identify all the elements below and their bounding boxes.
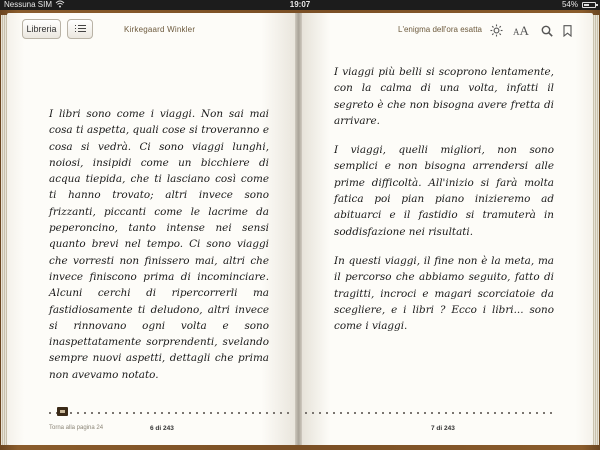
page-scrubber-thumb[interactable]: [57, 407, 68, 416]
battery-icon: [582, 2, 596, 8]
table-of-contents-button[interactable]: [67, 19, 93, 39]
left-page-number: 6 di 243: [150, 425, 174, 432]
book-author: Kirkegaard Winkler: [124, 25, 196, 34]
library-button[interactable]: Libreria: [22, 19, 61, 39]
status-bar: [0, 0, 600, 10]
battery-fill: [584, 4, 589, 6]
clock: 19:07: [289, 0, 311, 9]
battery-percentage: 54%: [561, 0, 578, 9]
left-page-text: [49, 106, 269, 396]
book-spine: [295, 13, 302, 445]
page-scrubber-left[interactable]: [49, 412, 291, 414]
paragraph: I viaggi più belli si scoprono lentamente, con la calma di una volta, infatti il segreto è che non bisogna avere fretta di arrivare.: [334, 66, 554, 127]
right-page-text: [334, 64, 554, 347]
search-icon[interactable]: [541, 24, 553, 36]
page-scrubber-right[interactable]: [305, 412, 553, 414]
book-title: L'enigma dell'ora esatta: [398, 25, 482, 34]
paragraph: I viaggi, quelli migliori, non sono semplici e non bisogna arrendersi alle prime difficoltà. All'inizio si farà molta fatica poi pian piano inizieremo ad abituarci e il fastidio si tramuterà in soddisfazione nei risultati.: [334, 144, 554, 238]
bookmark-icon[interactable]: [563, 24, 572, 36]
sun-icon[interactable]: [490, 24, 503, 37]
carrier-label: Nessuna SIM: [4, 0, 53, 9]
list-icon: [75, 25, 86, 33]
font-size-icon[interactable]: AA: [513, 23, 529, 38]
paragraph: I libri sono come i viaggi. Non sai mai cosa ti aspetta, quali cose si troveranno e cosa si vedrà. Ci sono viaggi lunghi, noiosi, insipidi come un bicchiere di acqua tiepida, che ti lasciano così come ti hanno trovato; altri invece sono frizzanti, piccanti come le lacrime da peperoncino, tanto intense nei sensi quanto brevi nel tempo. Ci sono viaggi che vorresti non finissero mai, altri che invece finiscono prima di incominciare. Alcuni cerchi di ripercorrerli ma fastidiosamente ti deludono, altri invece si rinnovano ogni volta e sono inaspettatamente sorprendenti, svelando sempre nuovi aspetti, dettagli che prima non avevamo notato.: [49, 108, 269, 381]
page-stack-right: [592, 15, 599, 445]
back-to-page-link[interactable]: Torna alla pagina 24: [49, 425, 104, 431]
paragraph: In questi viaggi, il fine non è la meta, ma il percorso che abbiamo seguito, fatto di tragitti, incroci e magari scorciatoie da scegliere, e i libri ? Ecco i libri... sono come i viaggi.: [334, 254, 554, 333]
right-page-number: 7 di 243: [431, 425, 455, 432]
